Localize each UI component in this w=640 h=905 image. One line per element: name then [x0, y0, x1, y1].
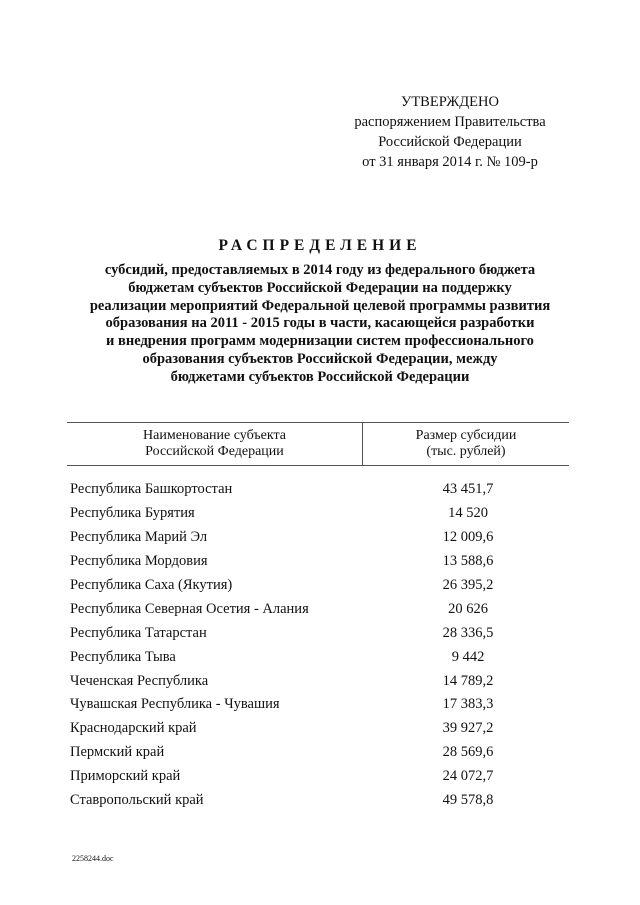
table-row: [67, 478, 569, 502]
column-header-amount: [363, 423, 569, 465]
region-name: Республика Бурятия: [70, 505, 195, 522]
subtitle-line: и внедрения программ модернизации систем профессионального: [106, 333, 534, 350]
table-row: [67, 597, 569, 621]
table-row: [67, 669, 569, 693]
region-name: Республика Тыва: [70, 648, 176, 665]
subsidy-table: [67, 422, 569, 812]
region-name: Республика Марий Эл: [70, 529, 208, 546]
subsidy-amount: 49 578,8: [442, 792, 494, 809]
approval-heading: УТВЕРЖДЕНО: [401, 94, 499, 110]
subtitle-line: реализации мероприятий Федеральной целевой программы развития: [89, 297, 551, 314]
header-text: (тыс. рублей): [426, 444, 506, 459]
footer-filename: 2258244.doc: [72, 854, 114, 863]
region-name: Республика Северная Осетия - Алания: [70, 600, 309, 617]
subtitle-line: бюджетам субъектов Российской Федерации на поддержку: [128, 279, 512, 296]
approval-stamp: [330, 92, 570, 172]
region-name: Пермский край: [70, 744, 165, 761]
subsidy-amount: 20 626: [448, 600, 488, 617]
subtitle-line: бюджетами субъектов Российской Федерации: [170, 368, 470, 385]
column-header-name: [67, 423, 363, 465]
table-header: [67, 422, 569, 466]
subsidy-amount: 9 442: [451, 648, 485, 665]
region-name: Республика Татарстан: [70, 624, 207, 641]
table-row: [67, 502, 569, 526]
table-row: [67, 741, 569, 765]
subsidy-amount: 14 520: [448, 505, 488, 522]
region-name: Чувашская Республика - Чувашия: [70, 696, 280, 713]
document-title: РАСПРЕДЕЛЕНИЕ: [218, 237, 422, 254]
region-name: Республика Саха (Якутия): [70, 577, 233, 593]
subsidy-amount: 13 588,6: [442, 553, 494, 570]
approval-line: Российской Федерации: [378, 134, 522, 150]
subsidy-amount: 17 383,3: [442, 696, 494, 713]
subsidy-amount: 28 569,6: [442, 744, 494, 761]
subtitle-line: субсидий, предоставляемых в 2014 году из федерального бюджета: [104, 262, 536, 278]
subsidy-amount: 12 009,6: [442, 529, 494, 546]
subsidy-amount: 28 336,5: [442, 624, 494, 641]
subsidy-amount: 43 451,7: [442, 481, 494, 498]
table-row: [67, 789, 569, 813]
approval-date: от 31 января 2014 г. № 109-р: [362, 154, 538, 170]
table-row: [67, 550, 569, 574]
table-row: [67, 717, 569, 741]
subsidy-amount: 14 789,2: [442, 672, 494, 689]
subsidy-amount: 26 395,2: [442, 577, 494, 593]
header-text: Наименование субъекта: [143, 428, 286, 443]
region-name: Республика Мордовия: [70, 553, 208, 570]
region-name: Чеченская Республика: [70, 672, 209, 689]
table-row: [67, 621, 569, 645]
region-name: Приморский край: [70, 768, 181, 785]
table-body: [67, 478, 569, 812]
region-name: Республика Башкортостан: [70, 481, 233, 498]
subtitle-line: образования субъектов Российской Федерации, между: [142, 350, 498, 367]
table-row: [67, 645, 569, 669]
subtitle-line: образования на 2011 - 2015 годы в части, касающейся разработки: [105, 315, 535, 332]
header-text: Российской Федерации: [145, 444, 284, 459]
table-row: [67, 765, 569, 789]
document-subtitle: [70, 262, 570, 387]
approval-line: распоряжением Правительства: [354, 114, 546, 130]
region-name: Краснодарский край: [70, 720, 197, 737]
table-row: [67, 526, 569, 550]
subsidy-amount: 39 927,2: [442, 720, 494, 737]
subsidy-amount: 24 072,7: [442, 768, 494, 785]
region-name: Ставропольский край: [70, 792, 204, 809]
table-row: [67, 693, 569, 717]
table-row: [67, 574, 569, 598]
header-text: Размер субсидии: [415, 428, 517, 443]
